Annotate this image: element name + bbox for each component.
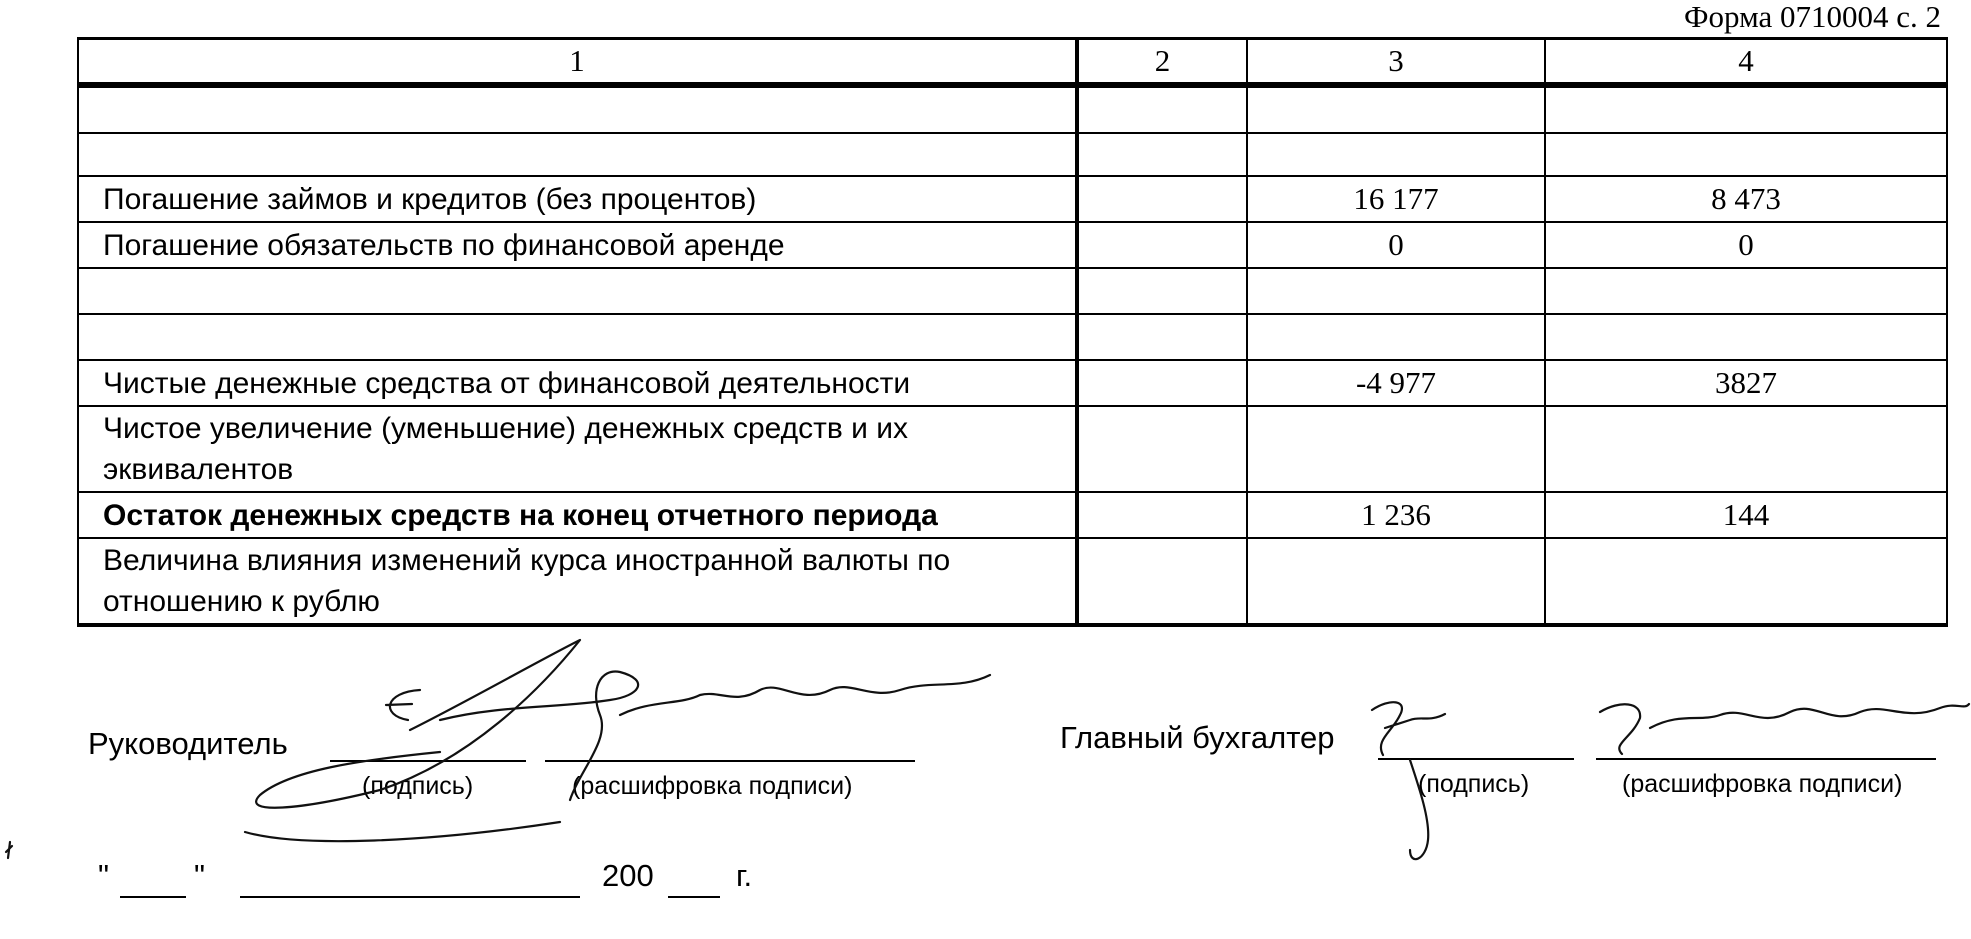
- row-col3: 0: [1247, 222, 1545, 268]
- row-col3: 16 177: [1247, 176, 1545, 222]
- row-col3: -4 977: [1247, 360, 1545, 406]
- margin-pen-mark: [6, 842, 12, 858]
- row-col4: 8 473: [1545, 176, 1947, 222]
- date-quote-open: ": [98, 858, 110, 893]
- form-code: Форма 0710004 с. 2: [1684, 0, 1941, 34]
- row-col3: 1 236: [1247, 492, 1545, 538]
- date-quote-close: ": [194, 858, 206, 893]
- date-year-prefix: 200: [602, 858, 654, 893]
- row-label: Остаток денежных средств на конец отчетного периода: [78, 492, 1077, 538]
- row-label: Погашение обязательств по финансовой аренде: [78, 222, 1077, 268]
- row-col4: 3827: [1545, 360, 1947, 406]
- chief-accountant-title: Главный бухгалтер: [1060, 720, 1335, 755]
- row-col4: 144: [1545, 492, 1947, 538]
- column-header-2: 2: [1077, 39, 1247, 86]
- director-signature-caption: (подпись): [362, 772, 474, 800]
- column-header-1: 1: [78, 39, 1077, 86]
- row-label: Чистые денежные средства от финансовой деятельности: [78, 360, 1077, 406]
- row-label: Величина влияния изменений курса иностранной валюты по отношению к рублю: [78, 538, 1077, 625]
- date-year-suffix: г.: [736, 858, 753, 893]
- column-header-3: 3: [1247, 39, 1545, 86]
- accountant-signature-scribble: [1372, 702, 1969, 859]
- director-signature-scribble: [245, 640, 990, 841]
- column-header-4: 4: [1545, 39, 1947, 86]
- row-label: Чистое увеличение (уменьшение) денежных средств и их эквивалентов: [78, 406, 1077, 492]
- director-title: Руководитель: [88, 726, 288, 761]
- accountant-decoding-caption: (расшифровка подписи): [1622, 770, 1903, 798]
- row-label: Погашение займов и кредитов (без процентов): [78, 176, 1077, 222]
- row-col4: 0: [1545, 222, 1947, 268]
- accountant-signature-caption: (подпись): [1418, 770, 1530, 798]
- director-decoding-caption: (расшифровка подписи): [572, 772, 853, 800]
